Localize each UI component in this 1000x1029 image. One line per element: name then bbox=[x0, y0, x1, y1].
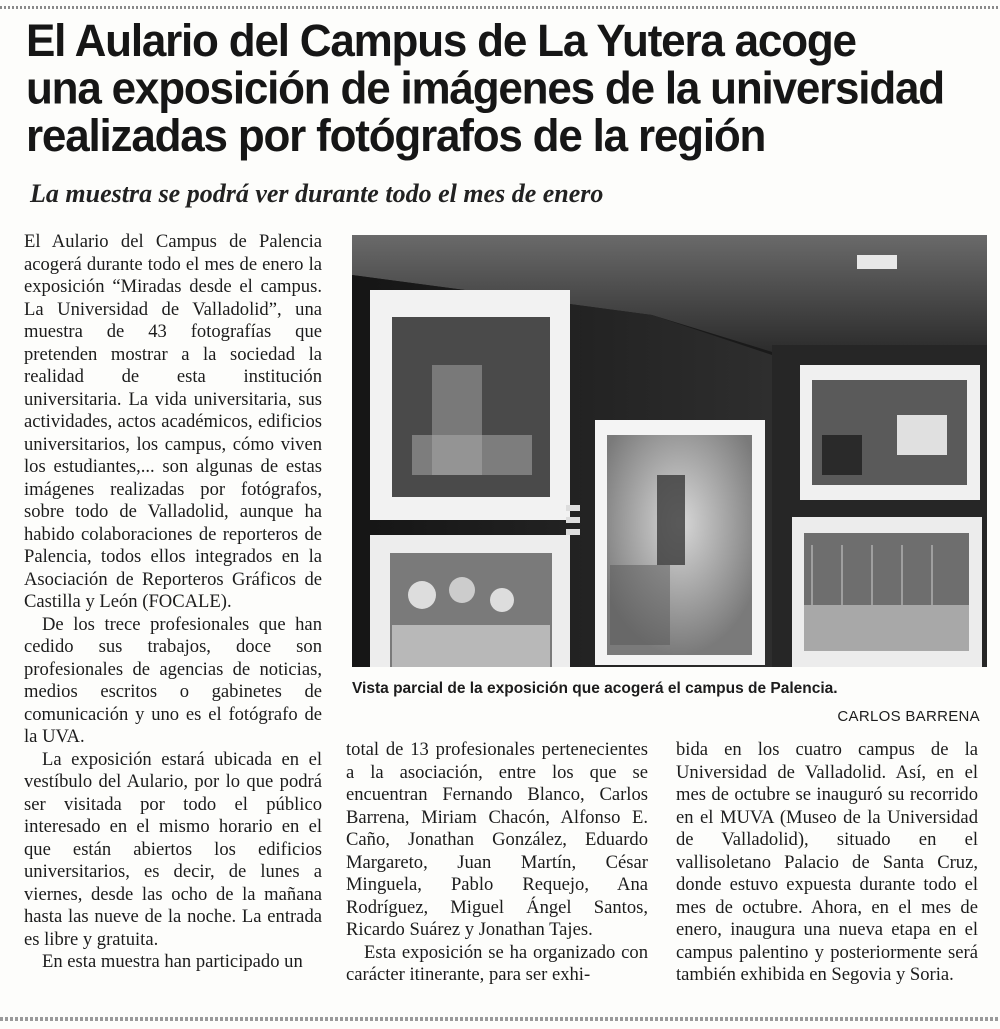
paragraph: total de 13 profesionales pertenecientes a la asociación, entre los que se encuentran Fernando Blanco, Carlos Barrena, Miriam Chacón, Alfonso E. Caño, Jonathan González, Eduardo Margareto, Juan Martín, César Minguela, Pablo Requejo, Ana Rodríguez, Miguel Ángel Santos, Ricardo Suárez y Jonathan Tajes. bbox=[346, 739, 648, 940]
paragraph: El Aulario del Campus de Palencia acogerá durante todo el mes de enero la exposición “Miradas desde el campus. La Universidad de Valladolid”, una muestra de 43 fotografías que pretenden mostrar a la sociedad la realidad de esta institución universitaria. La vida universitaria, sus actividades, actos académicos, edificios universitarios, los campus, cómo viven los estudiantes,... son algunas de estas imágenes realizadas por fotógrafos, sobre todo de Valladolid, aunque ha habido colaboraciones de reporteros de Palencia, todos ellos integrados en la Asociación de Reporteros Gráficos de Castilla y León (FOCALE). bbox=[24, 231, 322, 612]
paragraph: En esta muestra han participado un bbox=[42, 951, 303, 972]
photo-credit: CARLOS BARRENA bbox=[837, 708, 980, 725]
top-rule bbox=[0, 6, 1000, 9]
paragraph: De los trece profesionales que han cedido sus trabajos, doce son profesionales de agencias de noticias, medios escritos o gabinetes de comunicación y uno es el fotógrafo de la UVA. bbox=[24, 613, 322, 747]
headline bbox=[26, 15, 976, 162]
subheadline: La muestra se podrá ver durante todo el mes de enero bbox=[30, 179, 604, 208]
article-column-3 bbox=[676, 739, 978, 987]
headline-line: una exposición de imágenes de la universidad bbox=[26, 63, 944, 114]
exhibition-photo bbox=[352, 235, 987, 667]
paragraph: bida en los cuatro campus de la Universidad de Valladolid. Así, en el mes de octubre se inauguró su recorrido en el MUVA (Museo de la Universidad de Valladolid), situado en el vallisoletano Palacio de Santa Cruz, donde estuvo expuesta durante todo el mes de octubre. Ahora, en el mes de enero, inaugura una nueva etapa en el campus palentino y posteriormente será también exhibida en Segovia y Soria. bbox=[676, 739, 978, 985]
bottom-rule bbox=[0, 1017, 1000, 1021]
paragraph: La exposición estará ubicada en el vestíbulo del Aulario, por lo que podrá ser visitada por todo el público interesado en el mismo horario en el que están abiertos los edificios universitarios, es decir, de lunes a viernes, desde las ocho de la mañana hasta las nueve de la noche. La entrada es libre y gratuita. bbox=[24, 748, 322, 950]
headline-line: realizadas por fotógrafos de la región bbox=[26, 110, 766, 162]
paragraph: Esta exposición se ha organizado con carácter itinerante, para ser exhi- bbox=[346, 941, 648, 985]
photo-caption: Vista parcial de la exposición que acogerá el campus de Palencia. bbox=[352, 680, 838, 697]
headline-line: El Aulario del Campus de La Yutera acoge bbox=[26, 15, 856, 67]
article-column-2 bbox=[346, 739, 648, 987]
article-column-1 bbox=[24, 231, 322, 974]
